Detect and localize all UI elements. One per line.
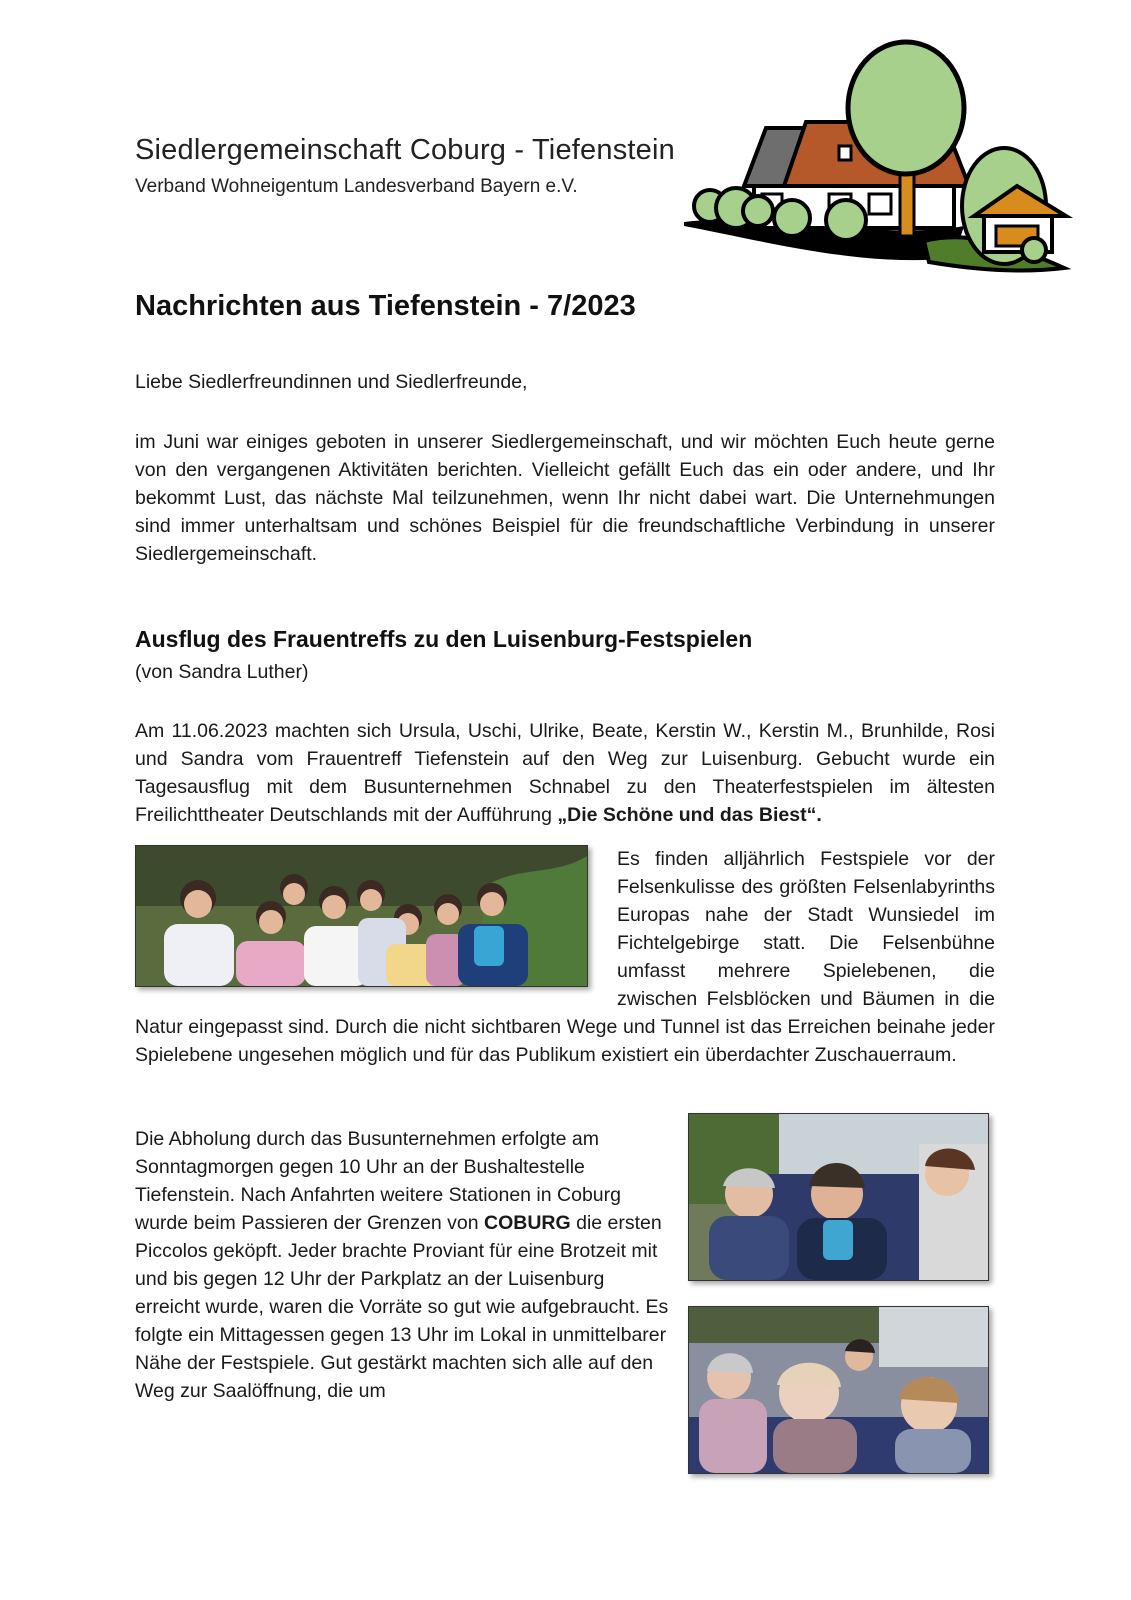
image-spacer xyxy=(135,845,603,1011)
greeting: Liebe Siedlerfreundinnen und Siedlerfreunde, xyxy=(135,371,528,393)
org-name: Siedlergemeinschaft Coburg - Tiefenstein xyxy=(135,134,675,166)
bus-photo-2 xyxy=(688,1306,989,1474)
house-logo xyxy=(684,36,1096,282)
play-title: „Die Schöne und das Biest“. xyxy=(557,804,822,826)
byline: (von Sandra Luther) xyxy=(135,661,309,683)
paragraph-festival xyxy=(135,845,995,1069)
paragraph-trip-intro xyxy=(135,717,995,829)
paragraph-text: Am 11.06.2023 machten sich Ursula, Uschi, Ulrike, Beate, Kerstin W., Kerstin M., Brunhilde, Rosi und Sandra vom Frauentreff Tiefenstein auf den Weg zur Luisenburg. Gebucht wurde ein Tagesausflug mit dem Busunternehmen Schnabel zu den Theaterfestspielen im ältesten Freilichttheater Deutschlands mit der Aufführung xyxy=(135,720,995,826)
page-title: Nachrichten aus Tiefenstein - 7/2023 xyxy=(135,290,636,322)
bus-photo-1 xyxy=(688,1113,989,1281)
section-heading: Ausflug des Frauentreffs zu den Luisenburg-Festspielen xyxy=(135,626,753,652)
paragraph-text: Die Abholung durch das Busunternehmen erfolgte am Sonntagmorgen gegen 10 Uhr an der Bushaltestelle Tiefenstein. Nach Anfahrten weitere Stationen in Coburg wurde beim Passieren der Grenzen von xyxy=(135,1128,621,1234)
intro-paragraph: im Juni war einiges geboten in unserer Siedlergemeinschaft, und wir möchten Euch heute gerne von den vergangenen Aktivitäten berichten. Vielleicht gefällt Euch das ein oder andere, und Ihr bekommt Lust, das nächste Mal teilzunehmen, wenn Ihr nicht dabei wart. Die Unternehmungen sind immer unterhaltsam und schönes Beispiel für die freundschaftliche Verbindung in unserer Siedlergemeinschaft. xyxy=(135,431,995,565)
paragraph-text: Es finden alljährlich Festspiele vor der Felsenkulisse des größten Felsenlabyrinths Europas nahe der Stadt Wunsiedel im Fichtelgebirge statt. Die Felsenbühne umfasst mehrere Spielebenen, die zwischen Felsblöcken und Bäumen in die Natur eingepasst sind. Durch die nicht sichtbaren Wege und Tunnel ist das Erreichen beinahe jeder Spielebene ungesehen möglich und für das Publikum existiert ein überdachter Zuschauerraum. xyxy=(135,848,995,1066)
org-subtitle: Verband Wohneigentum Landesverband Bayern e.V. xyxy=(135,176,578,197)
coburg-bold: COBURG xyxy=(484,1212,571,1234)
paragraph-text: die ersten Piccolos geköpft. Jeder brachte Proviant für eine Brotzeit mit und bis gegen 12 Uhr der Parkplatz an der Luisenburg erreicht wurde, waren die Vorräte so gut wie aufgebraucht. Es folgte ein Mittagessen gegen 13 Uhr im Lokal in unmittelbarer Nähe der Festspiele. Gut gestärkt machten sich alle auf den Weg zur Saalöffnung, die um xyxy=(135,1212,669,1402)
